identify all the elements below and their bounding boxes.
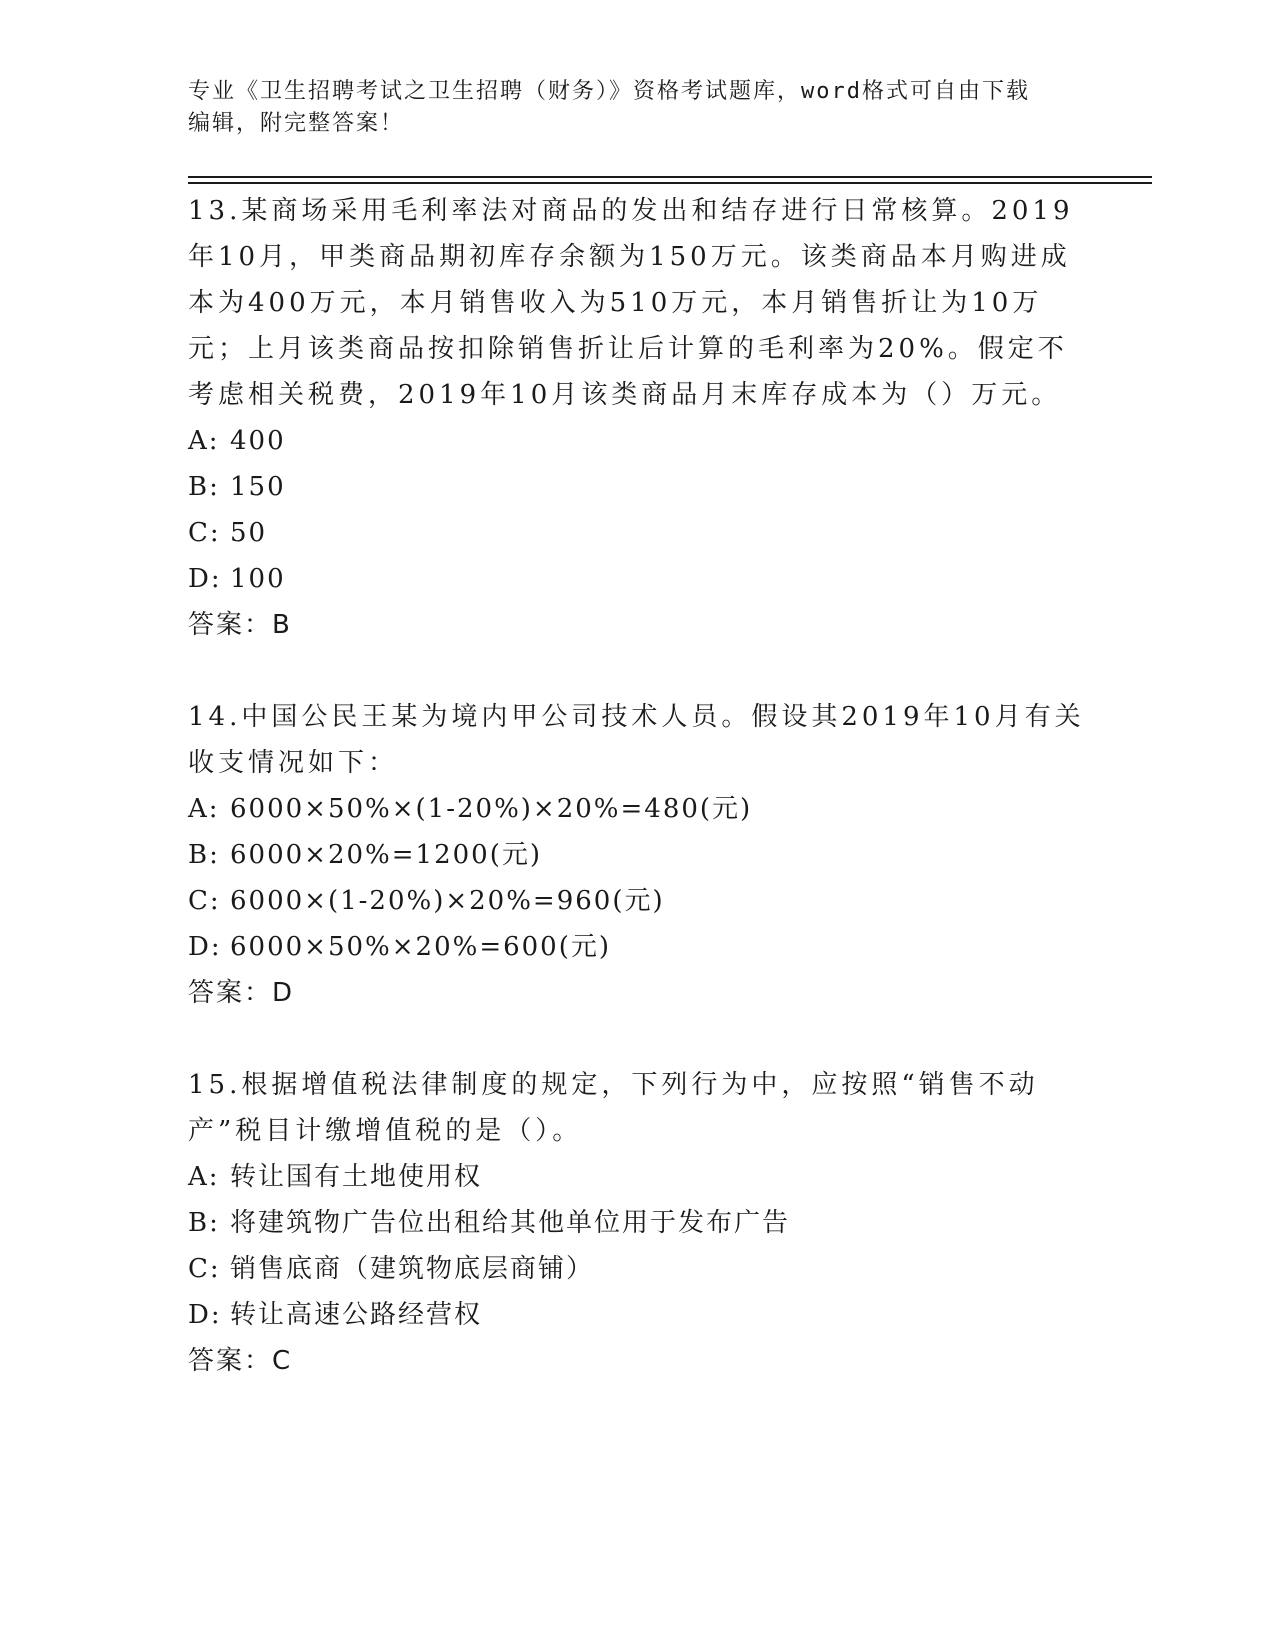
option-key: D: [188,1300,222,1330]
header-line-1: 专业《卫生招聘考试之卫生招聘（财务）》资格考试题库，word格式可自由下载 [188,79,1030,104]
option-text: 6000×20%=1200(元) [230,840,542,870]
header-line-2: 编辑，附完整答案！ [188,111,405,136]
option-text: 6000×(1-20%)×20%=960(元) [230,886,665,916]
option-text: 6000×50%×(1-20%)×20%=480(元) [230,794,753,824]
question-stem: 13.某商场采用毛利率法对商品的发出和结存进行日常核算。2019年10月，甲类商品期初库存余额为150万元。该类商品本月购进成本为400万元，本月销售收入为510万元，本月销售折让为10万元；上月该类商品按扣除销售折让后计算的毛利率为20%。假定不考虑相关税费，2019年10月该类商品月末库存成本为（）万元。 [188,196,1074,410]
option-key: C: [188,886,221,916]
option-key: A: [188,794,220,824]
question-13 [188,188,1088,648]
question-gap [188,648,1088,694]
option-key: A: [188,1162,220,1192]
question-gap [188,1016,1088,1062]
option-key: D: [188,564,222,594]
option-text: 将建筑物广告位出租给其他单位用于发布广告 [230,1208,791,1238]
question-stem: 15.根据增值税法律制度的规定，下列行为中，应按照“销售不动产”税目计缴增值税的是（）。 [188,1070,1039,1146]
option-key: B: [188,1208,220,1238]
header-divider-top [188,176,1152,178]
option-c [188,878,1088,924]
option-key: C: [188,1254,221,1284]
document-header [188,76,1088,140]
option-b [188,464,1088,510]
option-key: D: [188,932,222,962]
option-text: 100 [230,564,286,594]
question-stem: 14.中国公民王某为境内甲公司技术人员。假设其2019年10月有关收支情况如下： [188,702,1085,778]
option-a [188,786,1088,832]
option-b [188,832,1088,878]
option-a [188,418,1088,464]
option-text: 6000×50%×20%=600(元) [230,932,612,962]
option-d [188,924,1088,970]
answer-line: 答案：C [188,1346,293,1376]
option-key: B: [188,840,220,870]
option-c [188,1246,1088,1292]
option-key: A: [188,426,220,456]
header-divider-bottom [188,182,1152,184]
option-key: B: [188,472,220,502]
option-text: 150 [230,472,286,502]
question-list [188,188,1088,1384]
option-key: C: [188,518,221,548]
option-b [188,1200,1088,1246]
option-text: 转让国有土地使用权 [230,1162,483,1192]
option-a [188,1154,1088,1200]
option-text: 销售底商（建筑物底层商铺） [230,1254,595,1284]
option-text: 50 [230,518,268,548]
option-d [188,556,1088,602]
option-c [188,510,1088,556]
option-text: 转让高速公路经营权 [230,1300,483,1330]
question-14 [188,694,1088,1016]
answer-line: 答案：D [188,978,295,1008]
answer-line: 答案：B [188,610,292,640]
question-15 [188,1062,1088,1384]
option-text: 400 [230,426,286,456]
option-d [188,1292,1088,1338]
